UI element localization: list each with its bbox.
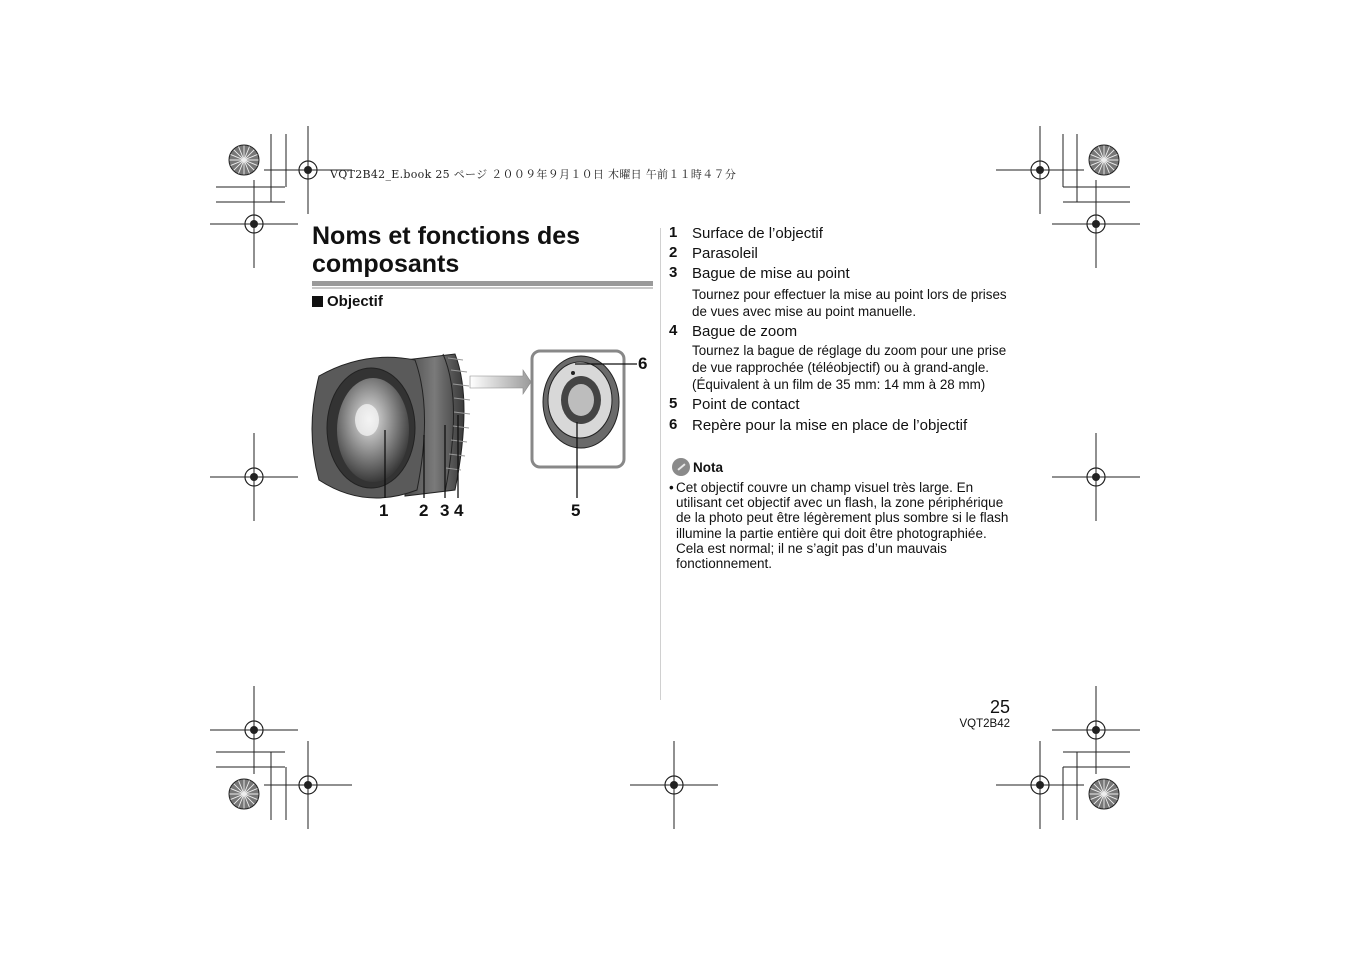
model-code: VQT2B42	[959, 718, 1010, 730]
list-item	[669, 224, 1014, 244]
parts-list	[669, 224, 1014, 436]
list-item	[669, 322, 1014, 393]
pencil-note-icon	[672, 458, 690, 476]
item-label: Bague de zoom	[692, 323, 798, 340]
item-label: Point de contact	[692, 396, 800, 413]
column-divider	[660, 228, 661, 700]
item-label: Bague de mise au point	[692, 265, 850, 282]
item-label: Parasoleil	[692, 245, 758, 262]
section-heading	[312, 293, 383, 310]
item-number: 3	[669, 264, 678, 281]
callout-2: 2	[419, 501, 429, 520]
item-label: Surface de l’objectif	[692, 225, 823, 242]
callout-3: 3	[440, 501, 450, 520]
nota-heading	[672, 458, 723, 476]
callout-1: 1	[379, 501, 389, 520]
item-number: 4	[669, 322, 678, 339]
title-rule-shadow	[312, 287, 653, 289]
page-title: Noms et fonctions des composants	[312, 222, 581, 278]
list-item	[669, 244, 1014, 264]
lens-illustration	[305, 340, 655, 530]
title-rule	[312, 281, 653, 286]
item-number: 6	[669, 416, 678, 433]
item-label: Repère pour la mise en place de l’objectif	[692, 417, 968, 434]
nota-body	[669, 480, 1014, 571]
list-item	[669, 416, 1014, 436]
item-description: Tournez pour effectuer la mise au point lors de prises de vues avec mise au point manuelle.	[692, 287, 1007, 319]
lens-rear-view	[543, 356, 619, 448]
callout-4: 4	[454, 501, 464, 520]
callout-5: 5	[571, 501, 581, 520]
bullet: •	[669, 480, 674, 495]
callout-6: 6	[638, 354, 648, 373]
list-item	[669, 264, 1014, 320]
square-bullet-icon	[312, 296, 323, 307]
item-number: 2	[669, 244, 678, 261]
print-header-line: VQT2B42_E.book 25 ページ ２００９年９月１０日 木曜日 午前１１時４７分	[330, 168, 737, 181]
section-label: Objectif	[327, 293, 383, 310]
nota-label: Nota	[693, 460, 723, 475]
item-description: Tournez la bague de réglage du zoom pour une prise de vue rapprochée (téléobjectif) ou à grand-angle. (Équivalent à un film de 35 mm: 14 mm à 28 mm)	[692, 343, 1007, 392]
item-number: 1	[669, 224, 678, 241]
arrow-icon	[470, 370, 531, 394]
page-number: 25	[989, 697, 1010, 717]
list-item	[669, 395, 1014, 415]
lens-side-view	[312, 354, 470, 498]
nota-paragraph: Cet objectif couvre un champ visuel très large. En utilisant cet objectif avec un flash, la zone périphérique de la photo peut être légèrement plus sombre si le flash illumine la partie entière qui doit être photographiée. Cela est normal; il ne s’agit pas d’un mauvais fonctionnement.	[676, 480, 1009, 572]
item-number: 5	[669, 395, 678, 412]
